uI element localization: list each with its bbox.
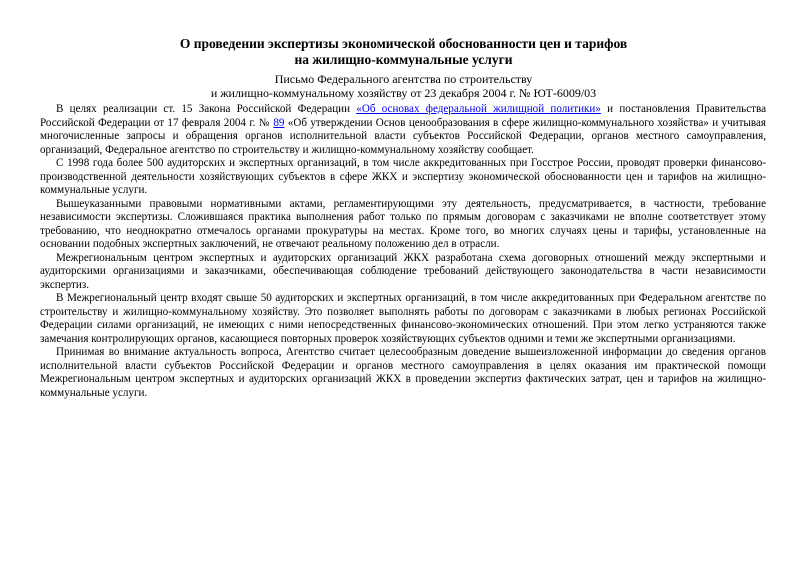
paragraph-4: Межрегиональным центром экспертных и аудиторских организаций ЖКХ разработана схема договорных отношений между экспертными и аудиторскими организациями и заказчиками, обеспечивающая соблюдение требований действующего законодательства в части независимости экспертиз.	[40, 251, 766, 291]
paragraph-3: Вышеуказанными правовыми нормативными актами, регламентирующими эту деятельность, предусматривается, в частности, требование независимости экспертизы. Сложившаяся практика выполнения работ только по прямым договорам с заказчиками не вполне соответствует этому требованию, что неоднократно отмечалось органами прокуратуры на местах. Кроме того, во многих случаях цены и тарифы, установленные на основании подобных экспертных заключений, не отвечают реальному положению дел в отрасли.	[40, 197, 766, 250]
subtitle-line-1: Письмо Федерального агентства по строительству	[274, 72, 533, 86]
title-line-2: на жилищно-коммунальные услуги	[294, 52, 513, 67]
paragraph-1-text-c: «Об утверждении Основ ценообразования в сфере жилищно-коммунального хозяйства» и учитывая многочисленные запросы и обращения органов исполнительной власти субъектов Российской Федерации, органов местного самоуправления, организаций, Федеральное агентство по строительству и жилищно-коммунальному хозяйству сообщает.	[40, 116, 767, 156]
paragraph-1-text-a: В целях реализации ст. 15 Закона Российской Федерации	[56, 103, 357, 115]
paragraph-1-text-b: и постановления Правительства Российской Федерации от 17 февраля 2004 г. №	[40, 103, 766, 129]
paragraph-6: Принимая во внимание актуальность вопроса, Агентство считает целесообразным доведение вышеизложенной информации до сведения органов исполнительной власти субъектов Российской Федерации и органов местного самоуправления в целях оказания им практической помощи Межрегиональным центром экспертных и аудиторских организаций ЖКХ в проведении экспертиз фактических затрат, цен и тарифов на жилищно-коммунальные услуги.	[40, 346, 766, 399]
paragraph-1	[40, 103, 766, 157]
paragraph-5: В Межрегиональный центр входят свыше 50 аудиторских и экспертных организаций, в том числе аккредитованных при Федеральном агентстве по строительству и жилищно-коммунальному хозяйству. Это позволяет выполнять работы по договорам с заказчиками в любых регионах Российской Федерации силами организаций, не имеющих с ними непосредственных финансово-экономических отношений. При этом легко устраняются также замечания контролирующих органов, касающиеся повторных проверок хозяйствующих субъектов одними и теми же экспертными организациями.	[40, 292, 766, 345]
title-line-1: О проведении экспертизы экономической обоснованности цен и тарифов	[179, 36, 628, 51]
paragraph-2: С 1998 года более 500 аудиторских и экспертных организаций, в том числе аккредитованных при Госстрое России, проводят проверки финансово-производственной деятельности хозяйствующих субъектов в сфере ЖКХ и экспертизу экономической обоснованности цен и тарифов на жилищно-коммунальные услуги.	[40, 157, 766, 196]
document-subtitle	[40, 72, 767, 100]
subtitle-line-2: и жилищно-коммунальному хозяйству от 23 декабря 2004 г. № ЮТ-6009/03	[210, 86, 597, 100]
law-housing-policy-link[interactable]: «Об основах федеральной жилищной политики»	[356, 103, 601, 115]
document-title	[40, 36, 767, 68]
document-body	[40, 103, 766, 400]
resolution-89-link[interactable]: 89	[273, 116, 285, 129]
